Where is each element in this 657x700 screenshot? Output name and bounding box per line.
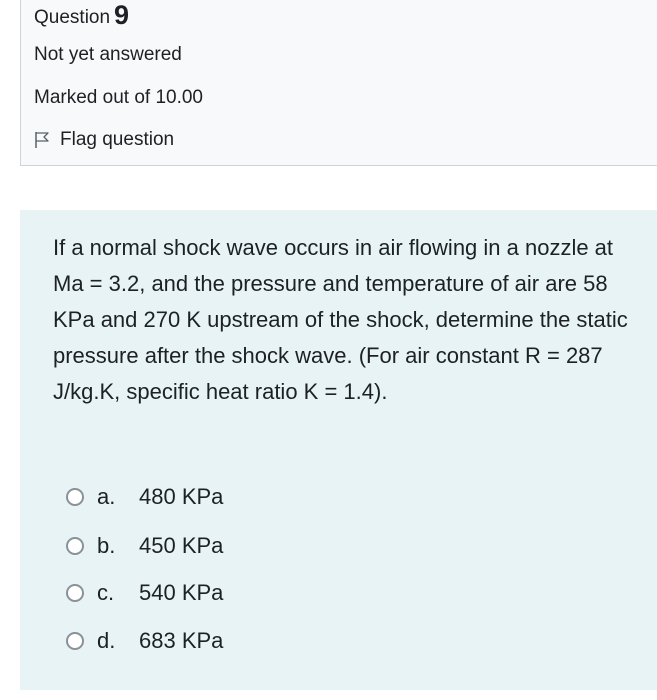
answer-letter: d.: [97, 628, 116, 653]
question-label: Question: [34, 7, 111, 28]
answer-letter: b.: [97, 533, 116, 558]
answer-letter: c.: [97, 580, 115, 605]
answer-option-b[interactable]: [66, 531, 223, 561]
radio-icon[interactable]: [66, 537, 84, 555]
answer-text: 683 KPa: [139, 628, 224, 653]
radio-icon[interactable]: [66, 632, 84, 650]
flag-icon: [34, 131, 50, 149]
flag-question-label: Flag question: [60, 129, 175, 150]
radio-icon[interactable]: [66, 584, 84, 602]
answer-text: 450 KPa: [139, 533, 224, 558]
question-status: Not yet answered: [34, 44, 182, 65]
question-number: 9: [114, 0, 130, 30]
answer-option-a[interactable]: [66, 482, 223, 512]
flag-question-button[interactable]: [34, 127, 174, 153]
question-text: If a normal shock wave occurs in air flowing in a nozzle at Ma = 3.2, and the pressure and temperature of air are 58 KPa and 270 K upstream of the shock, determine the static pressure after the shock wave. (For air constant R = 287 J/kg.K, specific heat ratio K = 1.4).: [53, 235, 628, 404]
question-heading: [34, 2, 129, 31]
answer-text: 540 KPa: [139, 580, 224, 605]
question-info-panel: [20, 0, 657, 166]
answer-text: 480 KPa: [139, 484, 224, 509]
answer-option-c[interactable]: [66, 578, 223, 608]
question-grade: Marked out of 10.00: [34, 87, 203, 108]
answer-option-d[interactable]: [66, 626, 223, 656]
radio-icon[interactable]: [66, 488, 84, 506]
question-content: [20, 210, 657, 690]
answer-letter: a.: [97, 484, 116, 509]
